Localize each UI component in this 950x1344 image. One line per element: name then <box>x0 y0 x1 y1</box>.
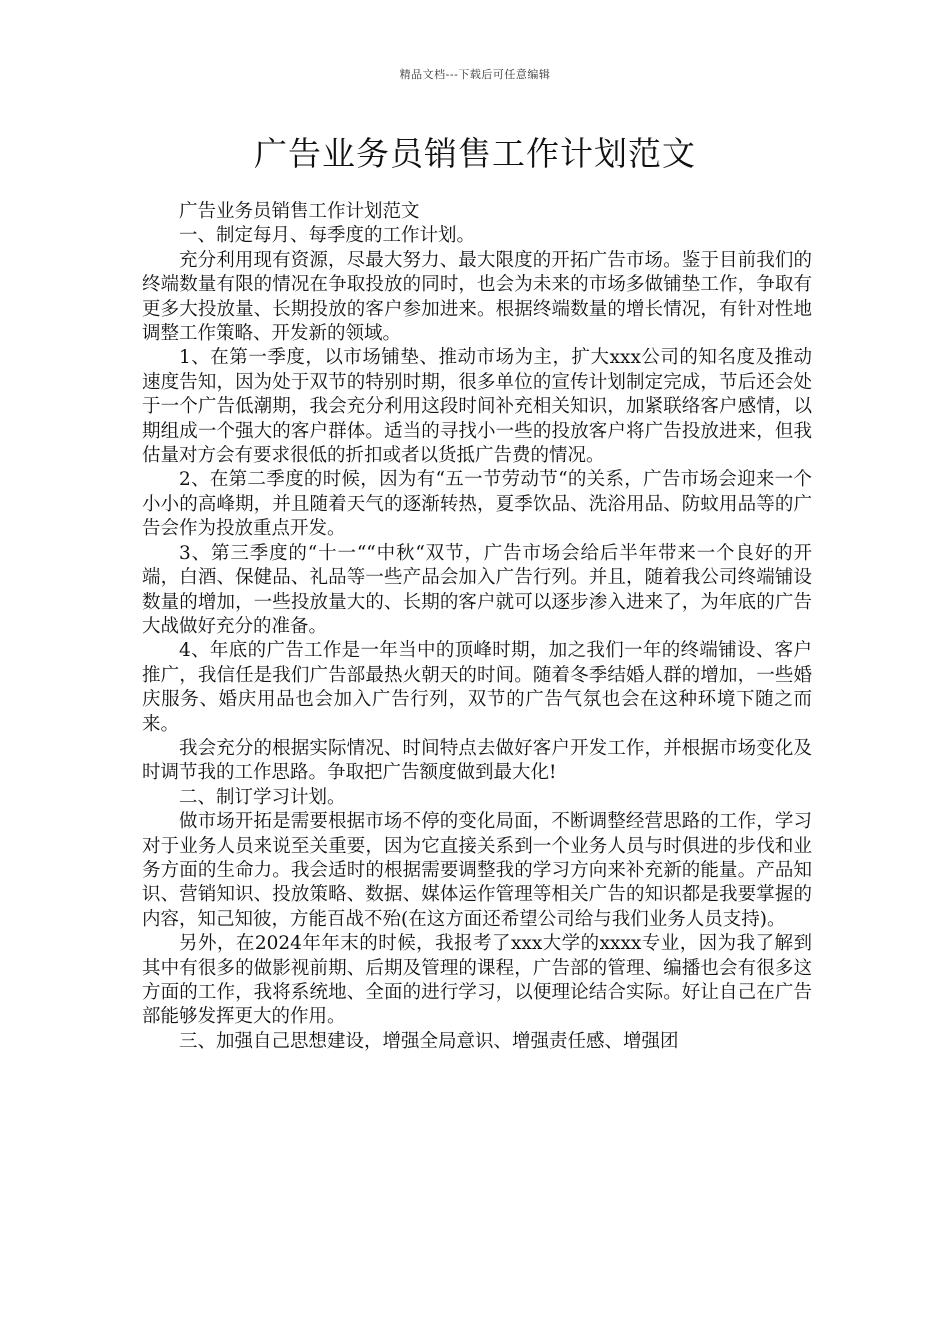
section-heading-1: 一、制定每月、每季度的工作计划。 <box>179 225 476 247</box>
paragraph-q4: 4、年底的广告工作是一年当中的顶峰时期，加之我们一年的终端铺设、客户推广，我信任是我们广告部最热火朝天的时间。随着冬季结婚人群的增加，一些婚庆服务、婚庆用品也会加入广告行列，双节的广告气氛也会在这种环境下随之而来。 <box>142 640 812 735</box>
paragraph-subtitle: 广告业务员销售工作计划范文 <box>179 201 420 222</box>
paragraph: 另外，在2024年年末的时候，我报考了xxx大学的xxxx专业，因为我了解到其中有很多的做影视前期、后期及管理的课程，广告部的管理、编播也会有很多这方面的工作，我将系统地、全面的进行学习，以便理论结合实际。好让自己在广告部能够发挥更大的作用。 <box>142 933 812 1028</box>
paragraph: 做市场开拓是需要根据市场不停的变化局面，不断调整经营思路的工作，学习对于业务人员来说至关重要，因为它直接关系到一个业务人员与时俱进的步伐和业务方面的生命力。我会适时的根据需要调整我的学习方向来补充新的能量。产品知识、营销知识、投放策略、数据、媒体运作管理等相关广告的知识都是我要掌握的内容，知己知彼，方能百战不殆(在这方面还希望公司给与我们业务人员支持)。 <box>142 811 812 930</box>
document-title: 广告业务员销售工作计划范文 <box>254 134 696 173</box>
header-note: 精品文档---下载后可任意编辑 <box>399 68 551 81</box>
paragraph-q3: 3、第三季度的“十一““中秋“双节，广告市场会给后半年带来一个良好的开端，白酒、保健品、礼品等一些产品会加入广告行列。并且，随着我公司终端铺设数量的增加，一些投放量大的、长期的客户就可以逐步渗入进来了，为年底的广告大战做好充分的准备。 <box>142 542 812 637</box>
document-body <box>142 200 812 1054</box>
paragraph-q2: 2、在第二季度的时候，因为有“五一节劳动节“的关系，广告市场会迎来一个小小的高峰期，并且随着天气的逐渐转热，夏季饮品、洗浴用品、防蚊用品等的广告会作为投放重点开发。 <box>142 469 812 540</box>
section-heading-2: 二、制订学习计划。 <box>179 786 346 808</box>
section-heading-3: 三、加强自己思想建设，增强全局意识、增强责任感、增强团 <box>179 1030 679 1052</box>
paragraph: 我会充分的根据实际情况、时间特点去做好客户开发工作，并根据市场变化及时调节我的工作思路。争取把广告额度做到最大化! <box>142 737 812 784</box>
paragraph: 充分利用现有资源，尽最大努力、最大限度的开拓广告市场。鉴于目前我们的终端数量有限的情况在争取投放的同时，也会为未来的市场多做铺垫工作，争取有更多大投放量、长期投放的客户参加进来。根据终端数量的增长情况，有针对性地调整工作策略、开发新的领域。 <box>142 249 812 345</box>
paragraph-q1: 1、在第一季度，以市场铺垫、推动市场为主，扩大xxx公司的知名度及推动速度告知，因为处于双节的特别时期，很多单位的宣传计划制定完成，节后还会处于一个广告低潮期，我会充分利用这段时间补充相关知识，加紧联络客户感情，以期组成一个强大的客户群体。适当的寻找小一些的投放客户将广告投放进来，但我估量对方会有要求很低的折扣或者以货抵广告费的情况。 <box>142 347 812 467</box>
